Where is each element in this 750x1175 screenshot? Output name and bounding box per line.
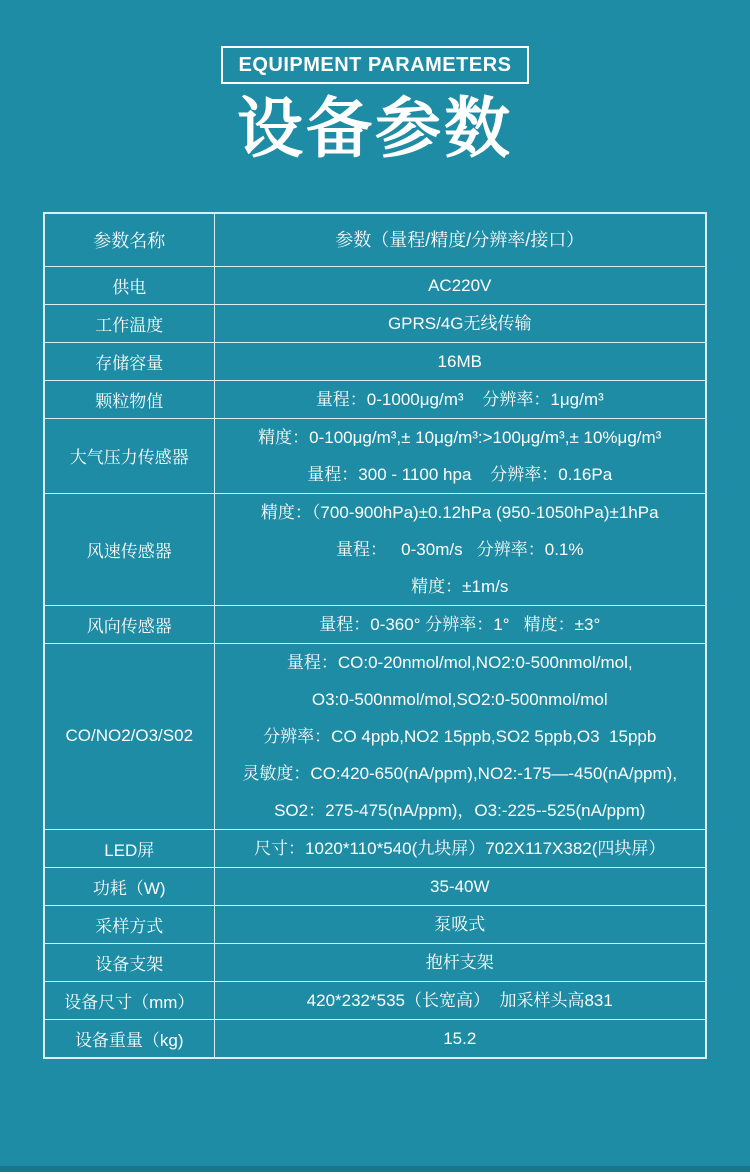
param-value-line: GPRS/4G无线传输	[387, 313, 532, 333]
table-row	[44, 867, 706, 905]
table-row	[44, 1019, 706, 1058]
header-badge	[221, 46, 530, 84]
param-name-cell: 颗粒物值	[44, 380, 214, 418]
param-value-cell	[214, 380, 706, 418]
param-value-cell	[214, 213, 706, 267]
param-name-cell: 采样方式	[44, 905, 214, 943]
param-value-line: 分辨率：CO 4ppb,NO2 15ppb,SO2 5ppb,O3 15ppb	[263, 726, 657, 746]
param-value-line: AC220V	[428, 275, 492, 295]
param-value-cell	[214, 266, 706, 304]
param-value-line: 抱杆支架	[425, 952, 494, 972]
table-row	[44, 943, 706, 981]
table-row	[44, 981, 706, 1019]
parameters-table	[43, 212, 707, 1059]
table-row	[44, 905, 706, 943]
param-value-cell	[214, 981, 706, 1019]
param-name-cell: 设备尺寸（mm）	[44, 981, 214, 1019]
param-value-cell	[214, 304, 706, 342]
param-value-line: 量程：300 - 1100 hpa 分辨率：0.16Pa	[307, 464, 613, 484]
table-row	[44, 605, 706, 643]
param-value-cell	[214, 1019, 706, 1058]
table-row	[44, 493, 706, 605]
param-value-line: 灵敏度：CO:420-650(nA/ppm),NO2:-175—-450(nA/ppm),	[242, 763, 678, 783]
param-value-line: 精度：0-100μg/m³,± 10μg/m³:>100μg/m³,± 10%μg/m³	[258, 427, 662, 447]
param-value-cell	[214, 342, 706, 380]
table-row	[44, 266, 706, 304]
page	[0, 46, 750, 1175]
param-name-cell: 存储容量	[44, 342, 214, 380]
param-value-line: 35-40W	[429, 876, 490, 896]
param-name-cell: LED屏	[44, 829, 214, 867]
param-value-cell	[214, 943, 706, 981]
param-value-line: 精度：（700-900hPa)±0.12hPa (950-1050hPa)±1hPa	[260, 502, 659, 522]
param-name-cell: 功耗（W)	[44, 867, 214, 905]
param-name-cell: 大气压力传感器	[44, 418, 214, 493]
param-name-cell: 风向传感器	[44, 605, 214, 643]
table-row	[44, 418, 706, 493]
param-value-line: SO2：275-475(nA/ppm)，O3:-225--525(nA/ppm)	[274, 800, 646, 820]
param-value-line: 精度：±1m/s	[411, 576, 509, 596]
param-value-line: 量程： 0-30m/s 分辨率：0.1%	[336, 539, 584, 559]
param-value-line: 量程：0-1000μg/m³ 分辨率：1μg/m³	[315, 389, 604, 409]
parameters-table-body	[44, 213, 706, 1058]
param-value-line: 参数（量程/精度/分辨率/接口）	[335, 229, 585, 250]
param-name-cell: 设备重量（kg)	[44, 1019, 214, 1058]
table-row	[44, 829, 706, 867]
param-name-cell: 设备支架	[44, 943, 214, 981]
param-name-cell: 工作温度	[44, 304, 214, 342]
param-name-cell: 供电	[44, 266, 214, 304]
param-value-line: 泵吸式	[434, 914, 486, 934]
param-value-line: 量程：CO:0-20nmol/mol,NO2:0-500nmol/mol,	[286, 652, 633, 672]
table-row	[44, 380, 706, 418]
param-name-cell: 风速传感器	[44, 493, 214, 605]
page-title: 设备参数	[237, 91, 513, 165]
param-value-cell	[214, 643, 706, 829]
table-row	[44, 643, 706, 829]
param-value-cell	[214, 905, 706, 943]
table-row	[44, 342, 706, 380]
table-row	[44, 213, 706, 267]
param-value-line: O3:0-500nmol/mol,SO2:0-500nmol/mol	[311, 689, 608, 709]
param-name-cell: CO/NO2/O3/S02	[44, 643, 214, 829]
param-value-cell	[214, 418, 706, 493]
param-value-line: 420*232*535（长宽高） 加采样头高831	[306, 990, 613, 1010]
param-value-line: 16MB	[437, 351, 482, 371]
param-value-cell	[214, 829, 706, 867]
param-value-line: 量程：0-360° 分辨率：1° 精度：±3°	[319, 614, 601, 634]
param-value-line: 尺寸：1020*110*540(九块屏）702X117X382(四块屏）	[254, 838, 666, 858]
param-value-cell	[214, 605, 706, 643]
table-row	[44, 304, 706, 342]
header-badge-label: EQUIPMENT PARAMETERS	[238, 53, 512, 76]
param-value-line: 15.2	[443, 1028, 477, 1048]
param-value-cell	[214, 493, 706, 605]
param-name-cell: 参数名称	[44, 213, 214, 267]
param-value-cell	[214, 867, 706, 905]
